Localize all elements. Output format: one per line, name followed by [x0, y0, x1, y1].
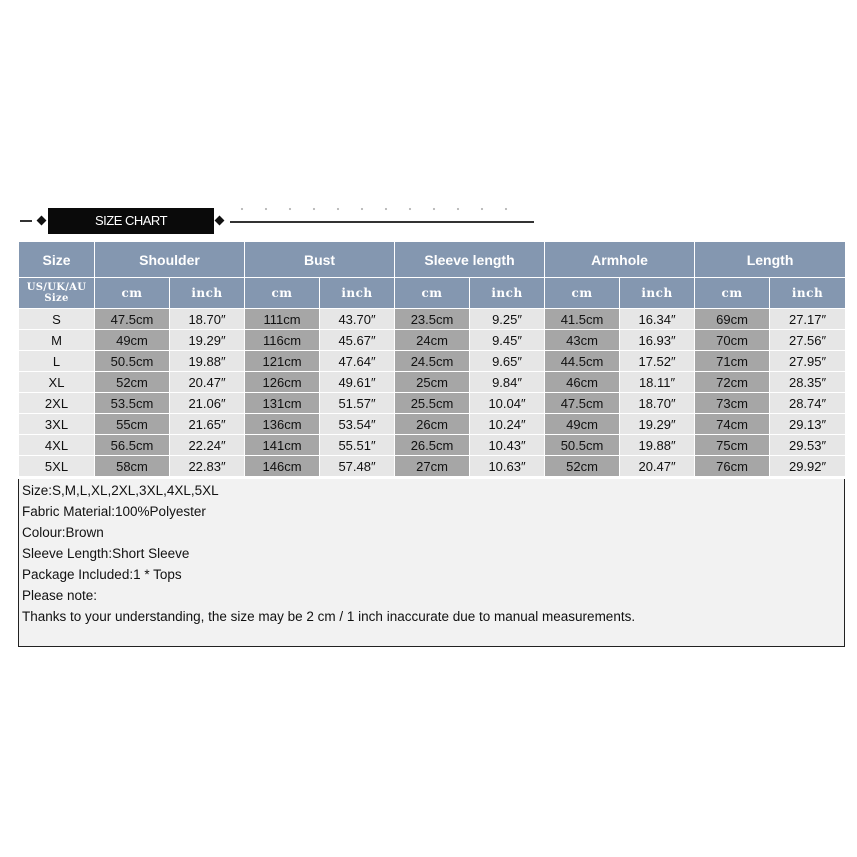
size-cell: 4XL: [19, 435, 95, 456]
header-shoulder: Shoulder: [95, 242, 245, 278]
inch-value-cell: 16.34″: [620, 309, 695, 330]
inch-value-cell: 27.17″: [770, 309, 846, 330]
size-cell: 5XL: [19, 456, 95, 477]
inch-value-cell: 10.24″: [470, 414, 545, 435]
inch-value-cell: 9.25″: [470, 309, 545, 330]
inch-value-cell: 28.74″: [770, 393, 846, 414]
unit-cm: cm: [95, 278, 170, 309]
inch-value-cell: 27.95″: [770, 351, 846, 372]
size-cell: L: [19, 351, 95, 372]
inch-value-cell: 22.24″: [170, 435, 245, 456]
unit-inch: inch: [620, 278, 695, 309]
note-accuracy: Thanks to your understanding, the size may be 2 cm / 1 inch inaccurate due to manual measurements.: [22, 609, 636, 624]
cm-value-cell: 71cm: [695, 351, 770, 372]
inch-value-cell: 28.35″: [770, 372, 846, 393]
unit-cm: cm: [695, 278, 770, 309]
table-row: [19, 414, 846, 435]
unit-cm: cm: [545, 278, 620, 309]
inch-value-cell: 43.70″: [320, 309, 395, 330]
table-row: [19, 330, 846, 351]
cm-value-cell: 72cm: [695, 372, 770, 393]
size-region-label: US/UK/AU Size: [19, 278, 95, 309]
note-please-note: Please note:: [22, 588, 98, 603]
cm-value-cell: 49cm: [545, 414, 620, 435]
header-size: Size: [19, 242, 95, 278]
cm-value-cell: 47.5cm: [545, 393, 620, 414]
inch-value-cell: 21.06″: [170, 393, 245, 414]
inch-value-cell: 19.88″: [620, 435, 695, 456]
inch-value-cell: 21.65″: [170, 414, 245, 435]
unit-cm: cm: [395, 278, 470, 309]
inch-value-cell: 18.70″: [620, 393, 695, 414]
cm-value-cell: 52cm: [545, 456, 620, 477]
inch-value-cell: 27.56″: [770, 330, 846, 351]
unit-inch: inch: [170, 278, 245, 309]
cm-value-cell: 50.5cm: [95, 351, 170, 372]
inch-value-cell: 9.84″: [470, 372, 545, 393]
cm-value-cell: 52cm: [95, 372, 170, 393]
header-row: [19, 242, 846, 278]
note-colour: Colour:Brown: [22, 525, 104, 540]
table-row: [19, 309, 846, 330]
inch-value-cell: 45.67″: [320, 330, 395, 351]
inch-value-cell: 47.64″: [320, 351, 395, 372]
inch-value-cell: 10.63″: [470, 456, 545, 477]
inch-value-cell: 51.57″: [320, 393, 395, 414]
header-bust: Bust: [245, 242, 395, 278]
cm-value-cell: 26.5cm: [395, 435, 470, 456]
cm-value-cell: 44.5cm: [545, 351, 620, 372]
cm-value-cell: 76cm: [695, 456, 770, 477]
cm-value-cell: 27cm: [395, 456, 470, 477]
cm-value-cell: 141cm: [245, 435, 320, 456]
size-chart-table: [18, 241, 846, 477]
banner-dash: [20, 220, 32, 222]
inch-value-cell: 57.48″: [320, 456, 395, 477]
cm-value-cell: 74cm: [695, 414, 770, 435]
table-row: [19, 393, 846, 414]
cm-value-cell: 47.5cm: [95, 309, 170, 330]
size-chart-banner: [20, 205, 520, 237]
cm-value-cell: 75cm: [695, 435, 770, 456]
inch-value-cell: 29.92″: [770, 456, 846, 477]
unit-inch: inch: [470, 278, 545, 309]
size-cell: 2XL: [19, 393, 95, 414]
unit-inch: inch: [320, 278, 395, 309]
banner-title: SIZE CHART: [48, 208, 214, 234]
cm-value-cell: 136cm: [245, 414, 320, 435]
size-cell: S: [19, 309, 95, 330]
note-fabric: Fabric Material:100%Polyester: [22, 504, 206, 519]
inch-value-cell: 19.88″: [170, 351, 245, 372]
cm-value-cell: 24cm: [395, 330, 470, 351]
size-cell: 3XL: [19, 414, 95, 435]
cm-value-cell: 26cm: [395, 414, 470, 435]
cm-value-cell: 146cm: [245, 456, 320, 477]
cm-value-cell: 49cm: [95, 330, 170, 351]
unit-inch: inch: [770, 278, 846, 309]
note-package: Package Included:1 * Tops: [22, 567, 182, 582]
cm-value-cell: 58cm: [95, 456, 170, 477]
inch-value-cell: 55.51″: [320, 435, 395, 456]
inch-value-cell: 16.93″: [620, 330, 695, 351]
table-row: [19, 351, 846, 372]
cm-value-cell: 73cm: [695, 393, 770, 414]
size-rows: [19, 309, 846, 477]
table-row: [19, 435, 846, 456]
inch-value-cell: 9.45″: [470, 330, 545, 351]
table-row: [19, 372, 846, 393]
inch-value-cell: 10.43″: [470, 435, 545, 456]
inch-value-cell: 49.61″: [320, 372, 395, 393]
header-length: Length: [695, 242, 846, 278]
unit-cm: cm: [245, 278, 320, 309]
inch-value-cell: 18.70″: [170, 309, 245, 330]
cm-value-cell: 25.5cm: [395, 393, 470, 414]
cm-value-cell: 43cm: [545, 330, 620, 351]
cm-value-cell: 126cm: [245, 372, 320, 393]
banner-dots: [230, 207, 520, 211]
header-sleeve-length: Sleeve length: [395, 242, 545, 278]
table-row: [19, 456, 846, 477]
cm-value-cell: 46cm: [545, 372, 620, 393]
banner-rule: [230, 221, 534, 223]
size-cell: M: [19, 330, 95, 351]
note-sizes: Size:S,M,L,XL,2XL,3XL,4XL,5XL: [22, 483, 219, 498]
inch-value-cell: 29.53″: [770, 435, 846, 456]
cm-value-cell: 50.5cm: [545, 435, 620, 456]
inch-value-cell: 20.47″: [170, 372, 245, 393]
cm-value-cell: 116cm: [245, 330, 320, 351]
cm-value-cell: 41.5cm: [545, 309, 620, 330]
cm-value-cell: 24.5cm: [395, 351, 470, 372]
inch-value-cell: 18.11″: [620, 372, 695, 393]
inch-value-cell: 29.13″: [770, 414, 846, 435]
inch-value-cell: 53.54″: [320, 414, 395, 435]
cm-value-cell: 23.5cm: [395, 309, 470, 330]
cm-value-cell: 53.5cm: [95, 393, 170, 414]
inch-value-cell: 19.29″: [170, 330, 245, 351]
cm-value-cell: 111cm: [245, 309, 320, 330]
size-cell: XL: [19, 372, 95, 393]
cm-value-cell: 69cm: [695, 309, 770, 330]
cm-value-cell: 70cm: [695, 330, 770, 351]
header-armhole: Armhole: [545, 242, 695, 278]
inch-value-cell: 19.29″: [620, 414, 695, 435]
cm-value-cell: 56.5cm: [95, 435, 170, 456]
cm-value-cell: 121cm: [245, 351, 320, 372]
inch-value-cell: 20.47″: [620, 456, 695, 477]
product-notes: [18, 479, 845, 647]
banner-diamond-right: [215, 216, 225, 226]
cm-value-cell: 131cm: [245, 393, 320, 414]
inch-value-cell: 17.52″: [620, 351, 695, 372]
unit-row: [19, 278, 846, 309]
banner-diamond-left: [37, 216, 47, 226]
inch-value-cell: 9.65″: [470, 351, 545, 372]
note-sleeve: Sleeve Length:Short Sleeve: [22, 546, 190, 561]
inch-value-cell: 22.83″: [170, 456, 245, 477]
inch-value-cell: 10.04″: [470, 393, 545, 414]
cm-value-cell: 55cm: [95, 414, 170, 435]
cm-value-cell: 25cm: [395, 372, 470, 393]
